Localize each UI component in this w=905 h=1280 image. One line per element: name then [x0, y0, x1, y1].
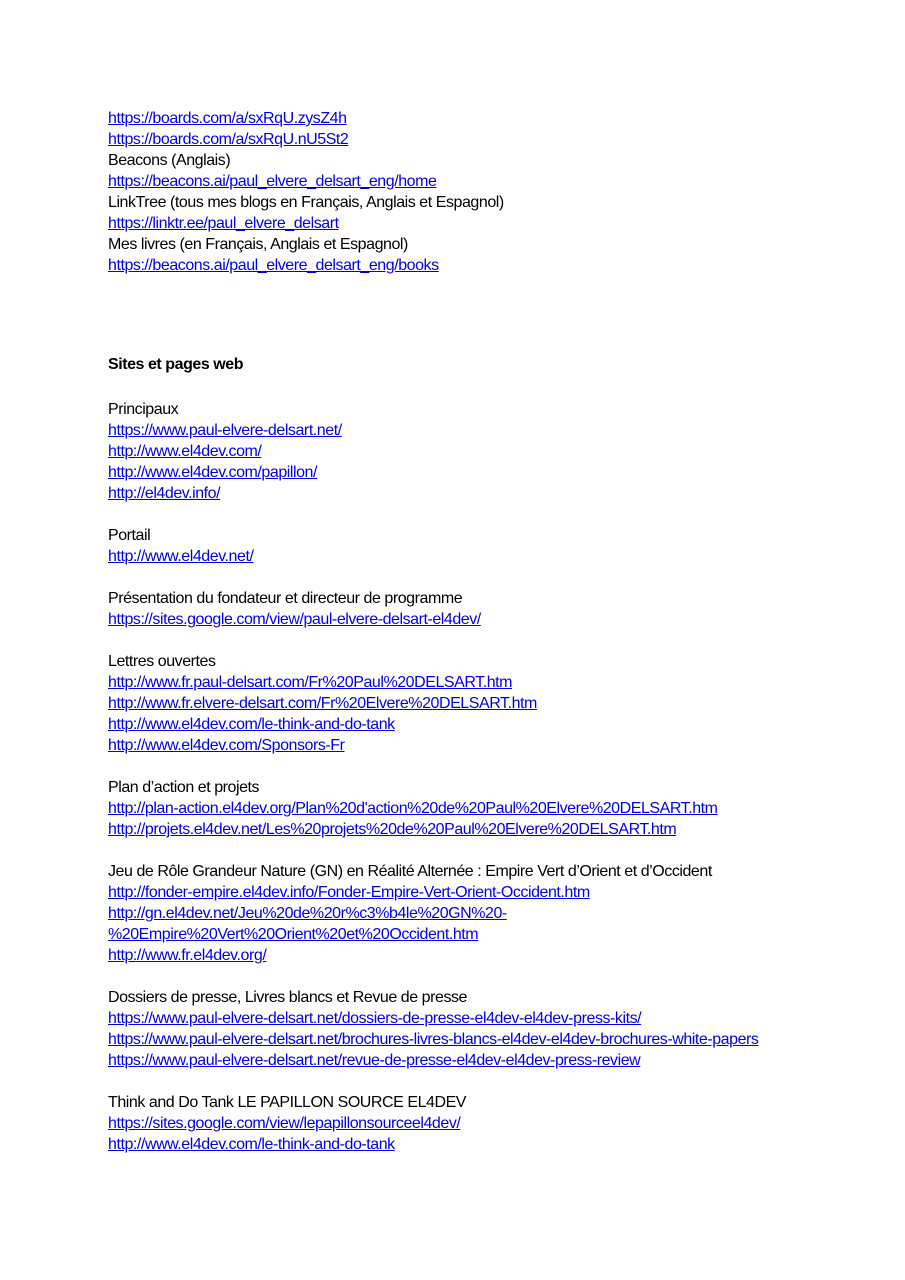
- section-link-continued[interactable]: %20Empire%20Vert%20Orient%20et%20Occident.htm: [108, 926, 479, 943]
- section-link[interactable]: https://sites.google.com/view/paul-elvere-delsart-el4dev/: [108, 611, 481, 628]
- section-title: Portail: [108, 527, 151, 544]
- section-lettres-ouvertes: [108, 651, 888, 756]
- section-title: Présentation du fondateur et directeur de programme: [108, 590, 463, 607]
- section-plan-action: [108, 777, 888, 840]
- section-title: Dossiers de presse, Livres blancs et Revue de presse: [108, 989, 468, 1006]
- section-title: Think and Do Tank LE PAPILLON SOURCE EL4DEV: [108, 1094, 467, 1111]
- section-dossiers-presse: [108, 987, 888, 1071]
- label-books: Mes livres (en Français, Anglais et Espagnol): [108, 236, 408, 253]
- section-link[interactable]: http://www.fr.elvere-delsart.com/Fr%20Elvere%20DELSART.htm: [108, 695, 537, 712]
- label-linktree: LinkTree (tous mes blogs en Français, Anglais et Espagnol): [108, 194, 504, 211]
- section-jeu-de-role: [108, 861, 888, 966]
- section-link[interactable]: http://el4dev.info/: [108, 485, 221, 502]
- section-link[interactable]: https://sites.google.com/view/lepapillonsourceel4dev/: [108, 1115, 461, 1132]
- section-heading: Sites et pages web: [108, 356, 244, 373]
- section-link[interactable]: http://projets.el4dev.net/Les%20projets%20de%20Paul%20Elvere%20DELSART.htm: [108, 821, 677, 838]
- label-beacons: Beacons (Anglais): [108, 152, 231, 169]
- link-linktree[interactable]: https://linktr.ee/paul_elvere_delsart: [108, 215, 339, 232]
- section-think-and-do-tank: [108, 1092, 888, 1155]
- section-link[interactable]: http://www.el4dev.com/: [108, 443, 262, 460]
- link-beacons-home[interactable]: https://beacons.ai/paul_elvere_delsart_eng/home: [108, 173, 437, 190]
- section-link[interactable]: http://www.el4dev.com/Sponsors-Fr: [108, 737, 345, 754]
- section-link[interactable]: http://gn.el4dev.net/Jeu%20de%20r%c3%b4le%20GN%20-: [108, 905, 507, 922]
- section-link[interactable]: http://www.el4dev.com/le-think-and-do-tank: [108, 716, 395, 733]
- section-link[interactable]: http://www.el4dev.net/: [108, 548, 254, 565]
- top-links-block: [108, 108, 888, 276]
- section-principaux: [108, 399, 888, 504]
- document-page: [108, 108, 888, 1155]
- section-link[interactable]: https://www.paul-elvere-delsart.net/revue-de-presse-el4dev-el4dev-press-review: [108, 1052, 641, 1069]
- section-title: Principaux: [108, 401, 179, 418]
- section-link[interactable]: http://www.el4dev.com/le-think-and-do-tank: [108, 1136, 395, 1153]
- section-link[interactable]: http://www.fr.el4dev.org/: [108, 947, 267, 964]
- section-link[interactable]: http://fonder-empire.el4dev.info/Fonder-Empire-Vert-Orient-Occident.htm: [108, 884, 590, 901]
- section-portail: [108, 525, 888, 567]
- link-beacons-books[interactable]: https://beacons.ai/paul_elvere_delsart_eng/books: [108, 257, 439, 274]
- section-presentation: [108, 588, 888, 630]
- section-link[interactable]: http://plan-action.el4dev.org/Plan%20d'action%20de%20Paul%20Elvere%20DELSART.htm: [108, 800, 718, 817]
- section-title: Plan d’action et projets: [108, 779, 260, 796]
- section-link[interactable]: http://www.el4dev.com/papillon/: [108, 464, 317, 481]
- section-link[interactable]: https://www.paul-elvere-delsart.net/dossiers-de-presse-el4dev-el4dev-press-kits/: [108, 1010, 642, 1027]
- link-boards-1[interactable]: https://boards.com/a/sxRqU.zysZ4h: [108, 110, 347, 127]
- section-title: Lettres ouvertes: [108, 653, 216, 670]
- link-boards-2[interactable]: https://boards.com/a/sxRqU.nU5St2: [108, 131, 349, 148]
- section-link[interactable]: https://www.paul-elvere-delsart.net/brochures-livres-blancs-el4dev-el4dev-brochures-white-papers: [108, 1031, 759, 1048]
- section-title: Jeu de Rôle Grandeur Nature (GN) en Réalité Alternée : Empire Vert d’Orient et d’Occident: [108, 863, 712, 880]
- section-link[interactable]: https://www.paul-elvere-delsart.net/: [108, 422, 342, 439]
- section-link[interactable]: http://www.fr.paul-delsart.com/Fr%20Paul%20DELSART.htm: [108, 674, 513, 691]
